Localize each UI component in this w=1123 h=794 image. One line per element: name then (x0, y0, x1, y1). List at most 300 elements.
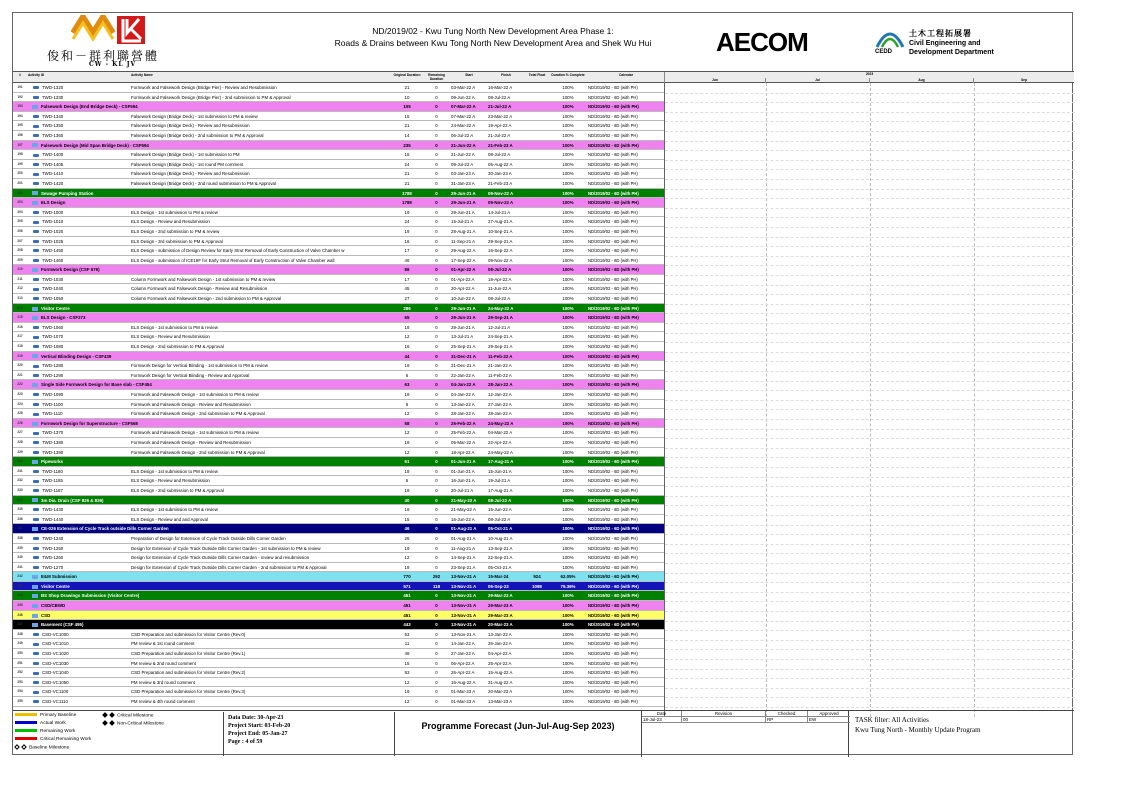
row-number: 231 (17, 468, 23, 473)
legend-remaining-bar (15, 729, 37, 732)
activity-id (28, 121, 128, 131)
activity-row[interactable] (13, 639, 664, 649)
percent-complete: 100% (562, 209, 574, 215)
remaining-duration: 0 (435, 104, 438, 110)
col-header-finish[interactable]: Finish (501, 73, 511, 77)
timescale-month-aug: Aug (869, 78, 973, 83)
finish-date: 26-Jan-22 A (488, 641, 512, 647)
activity-id-text: CSD-VC1000 (42, 631, 69, 637)
finish-date: 05-Sep-23 (488, 583, 509, 589)
activity-row[interactable] (13, 169, 664, 179)
wbs-group-row[interactable] (13, 141, 664, 151)
activity-id-text: TWD-1460 (42, 257, 64, 263)
activity-name: Falsework Design (Bridge Deck) - 2nd submission to PM & Approval (131, 132, 264, 138)
activity-icon (33, 259, 39, 262)
finish-date: 05-Oct-21 A (488, 526, 513, 532)
finish-date: 08-Jul-22 A (488, 152, 511, 158)
start-date: 21-Jun-22 A (451, 152, 475, 158)
original-duration: 6 (405, 401, 409, 407)
timeline-row-line (665, 486, 1075, 487)
cedd-name-en (909, 39, 1019, 57)
rev-header-revision: Revision (682, 711, 766, 717)
original-duration: 19 (404, 689, 410, 695)
percent-complete: 100% (562, 353, 574, 359)
wbs-group-row[interactable] (13, 102, 664, 112)
original-duration: 10 (404, 94, 410, 100)
wbs-group-row[interactable] (13, 524, 664, 534)
activity-id (28, 505, 128, 515)
row-number: 212 (17, 286, 23, 291)
start-date: 13-Nov-21 A (451, 603, 477, 609)
activity-id-text: TWD-1090 (42, 392, 64, 397)
activity-name: Formwork and Falsework Design - 1st submission to PM & review (131, 430, 259, 436)
wbs-group-row[interactable] (13, 620, 664, 630)
percent-complete: 100% (562, 382, 574, 388)
row-number: 236 (17, 516, 23, 521)
original-duration: 19 (404, 564, 410, 570)
start-date: 11-Aug-21 A (451, 545, 476, 551)
milestone-outline-icon (21, 744, 27, 750)
activity-name: Column Formwork and Falsework Design - 2nd submission to PM & Approval (131, 296, 282, 302)
calendar: ND/2019/02 - 6D (with PH) (588, 583, 639, 589)
wbs-name (28, 496, 368, 506)
wbs-name-text: CE-026 Extension of Cycle Track outside Dills Corner Garden (41, 526, 169, 532)
original-duration: 6 (405, 372, 409, 378)
timeline-row-line (665, 217, 1075, 218)
activity-icon (33, 211, 39, 214)
activity-row[interactable] (13, 131, 664, 141)
activity-name: Falsework Design (Bridge Deck) - 2nd round submission to PM & Approval (131, 180, 276, 186)
col-header-num[interactable]: # (19, 73, 21, 77)
timeline-row-line (665, 246, 1075, 247)
activity-row[interactable] (13, 150, 664, 160)
wbs-group-row[interactable] (13, 189, 664, 199)
original-duration: 86 (404, 267, 410, 273)
activity-row[interactable] (13, 323, 664, 333)
wbs-name (28, 601, 368, 611)
wbs-name-text: Sewage Pumping Station (41, 190, 94, 196)
timeline-row-line (665, 697, 1075, 698)
remaining-duration: 0 (435, 651, 438, 657)
start-date: 04-Jan-22 A (451, 382, 476, 388)
activity-row[interactable] (13, 438, 664, 448)
activity-id-text: TWD-1020 (42, 228, 64, 234)
activity-row[interactable] (13, 217, 664, 227)
wbs-group-icon (32, 527, 38, 531)
legend-critical-remaining-work: Critical Remaining Work (15, 737, 91, 742)
original-duration: 21 (404, 85, 410, 90)
activity-icon (33, 221, 39, 224)
activity-icon (33, 393, 39, 396)
activity-row[interactable] (13, 237, 664, 247)
remaining-duration: 0 (435, 487, 438, 493)
calendar: ND/2019/02 - 6D (with PH) (588, 679, 638, 685)
activity-id (28, 332, 128, 342)
row-number: 243 (17, 583, 23, 588)
timeline-row-line (665, 419, 1075, 420)
row-number: 221 (17, 372, 23, 377)
activity-row[interactable] (13, 83, 664, 93)
gantt-timeline (664, 83, 1074, 717)
start-date: 18-Apr-22 A (451, 449, 475, 455)
timeline-row-line (665, 198, 1075, 199)
row-number: 195 (17, 123, 23, 128)
remaining-duration: 0 (435, 200, 438, 206)
activity-row[interactable] (13, 687, 664, 697)
timeline-row-line (665, 659, 1075, 660)
timeline-row-line (665, 515, 1075, 516)
start-date: 23-Sep-21 A (451, 564, 476, 570)
remaining-duration: 0 (435, 545, 438, 551)
timeline-row-line (665, 333, 1075, 334)
col-header-activity-id[interactable]: Activity ID (28, 73, 45, 77)
start-date: 01-Mar-23 A (451, 699, 476, 704)
calendar: ND/2019/02 - 6D (with PH) (588, 94, 638, 100)
finish-date: 09-Nov-22 A (488, 190, 514, 196)
finish-date: 29-Sep-21 A (488, 238, 513, 244)
activity-row[interactable] (13, 160, 664, 170)
finish-date: 15-Jun-22 A (488, 507, 512, 513)
page-footer (13, 710, 1074, 756)
start-date: 28-Aug-21 A (451, 228, 476, 234)
wbs-group-row[interactable] (13, 352, 664, 362)
remaining-duration: 0 (435, 439, 438, 445)
activity-row[interactable] (13, 515, 664, 525)
wbs-group-row[interactable] (13, 611, 664, 621)
timeline-row-line (665, 611, 1075, 612)
activity-row[interactable] (13, 544, 664, 554)
activity-row[interactable] (13, 227, 664, 237)
activity-row[interactable] (13, 486, 664, 496)
row-number: 245 (17, 603, 23, 608)
activity-id-text: CSD-VC1050 (42, 679, 69, 685)
activity-id-text: TWD-1060 (42, 324, 64, 330)
start-date: 10-Jun-22 A (451, 296, 475, 302)
timeline-row-line (665, 621, 1075, 622)
cedd-abbreviation: CEDD (875, 49, 893, 55)
timeline-row-line (665, 361, 1075, 362)
activity-name: ELS Design - 1st submission to PM & review (131, 209, 218, 215)
activity-row[interactable] (13, 275, 664, 285)
activity-name: CSD Preparation and submission for Visitor Centre (Rev.3) (131, 689, 246, 695)
activity-row[interactable] (13, 400, 664, 410)
activity-name: PM review & 1st round comment (131, 641, 195, 647)
timeline-row-line (665, 505, 1075, 506)
activity-id (28, 323, 128, 333)
wbs-name (28, 524, 368, 534)
activity-row[interactable] (13, 563, 664, 573)
wbs-group-row[interactable] (13, 198, 664, 208)
row-number: 230 (17, 459, 23, 464)
timeline-row-line (665, 640, 1075, 641)
activity-icon (33, 345, 39, 348)
start-date: 21-May-22 A (451, 497, 477, 503)
activity-row[interactable] (13, 390, 664, 400)
percent-complete: 100% (562, 257, 574, 263)
activity-row[interactable] (13, 246, 664, 256)
activity-row[interactable] (13, 208, 664, 218)
row-number: 198 (17, 152, 23, 157)
calendar: ND/2019/02 - 6D (with PH) (588, 334, 638, 340)
finish-date: 12-Jul-21 A (488, 324, 511, 330)
finish-date: 16-Mar-22 A (488, 85, 513, 90)
activity-icon (33, 249, 39, 252)
activity-row[interactable] (13, 505, 664, 515)
col-header-remaining-duration[interactable]: Remaining Duration (428, 73, 445, 81)
col-header-pct-complete[interactable]: Duration % Complete (551, 73, 585, 77)
start-date: 13-Nov-21 A (451, 574, 477, 580)
timeline-row-line (665, 323, 1075, 324)
original-duration: 53 (404, 631, 410, 637)
start-date: 01-Jun-21 A (451, 459, 476, 465)
start-date: 07-Mar-22 A (451, 104, 476, 110)
timeline-row-line (665, 227, 1075, 228)
calendar: ND/2019/02 - 6D (with PH) (588, 286, 638, 292)
timeline-row-line (665, 304, 1075, 305)
col-header-total-float[interactable]: Total Float (528, 73, 546, 77)
activity-id (28, 428, 128, 438)
activity-icon (33, 470, 39, 473)
finish-date: 08-Jul-22 A (488, 296, 511, 302)
activity-row[interactable] (13, 428, 664, 438)
original-duration: 451 (403, 593, 411, 599)
activity-row[interactable] (13, 659, 664, 669)
wbs-name-text: Single Side Formwork Design for Base slab - CSF454 (41, 382, 152, 388)
row-number: 214 (17, 305, 23, 310)
wbs-name-text: BS Shop Drawings Submission (Visitor Centre) (41, 593, 140, 599)
activity-row[interactable] (13, 630, 664, 640)
calendar: ND/2019/02 - 6D (with PH) (588, 392, 638, 397)
activity-row[interactable] (13, 361, 664, 371)
percent-complete: 100% (562, 507, 574, 513)
activity-row[interactable] (13, 93, 664, 103)
activity-row[interactable] (13, 371, 664, 381)
activity-row[interactable] (13, 668, 664, 678)
row-number: 238 (17, 535, 23, 540)
timescale-month-sep: Sep (973, 78, 1074, 83)
activity-row[interactable] (13, 256, 664, 266)
activity-icon (33, 700, 39, 703)
wbs-group-row[interactable] (13, 419, 664, 429)
finish-date: 15-Mar-24 (488, 574, 509, 580)
finish-date: 19-Apr-22 A (488, 123, 512, 129)
calendar: ND/2019/02 - 6D (with PH) (588, 200, 639, 206)
calendar: ND/2019/02 - 6D (with PH) (588, 132, 638, 138)
activity-row[interactable] (13, 179, 664, 189)
activity-row[interactable] (13, 409, 664, 419)
calendar: ND/2019/02 - 6D (with PH) (588, 449, 638, 455)
row-number: 233 (17, 487, 23, 492)
finish-date: 09-Nov-22 A (488, 257, 513, 263)
calendar: ND/2019/02 - 6D (with PH) (588, 228, 638, 234)
remaining-duration: 0 (435, 449, 438, 455)
activity-icon (33, 489, 39, 492)
percent-complete: 100% (562, 612, 574, 618)
percent-complete: 100% (562, 152, 574, 158)
activity-icon (33, 163, 39, 166)
finish-date: 10-Aug-21 A (488, 535, 513, 541)
timescale-month-jul: Jul (765, 78, 869, 83)
start-date: 13-Jan-22 A (451, 401, 475, 407)
wbs-group-row[interactable] (13, 457, 664, 467)
row-number: 206 (17, 228, 23, 233)
activity-id (28, 294, 128, 304)
timeline-row-line (665, 150, 1075, 151)
remaining-duration: 0 (435, 641, 438, 647)
activity-row[interactable] (13, 284, 664, 294)
activity-id-text: TWD-1240 (42, 535, 64, 541)
finish-date: 27-Aug-21 A (488, 219, 513, 225)
start-date: 13-Nov-21 A (451, 612, 477, 618)
activity-row[interactable] (13, 467, 664, 477)
activity-icon (33, 691, 39, 694)
activity-id-text: TWD-1040 (42, 286, 64, 292)
wbs-group-row[interactable] (13, 591, 664, 601)
original-duration: 443 (403, 622, 411, 628)
row-number: 232 (17, 478, 23, 483)
col-header-original-duration[interactable]: Original Duration (393, 73, 421, 77)
start-date: 29-Jun-21 A (451, 209, 475, 215)
percent-complete: 100% (562, 315, 574, 321)
row-number: 246 (17, 612, 23, 617)
activity-icon (33, 537, 39, 540)
percent-complete: 100% (562, 334, 574, 340)
activity-name: Design for Extension of Cycle Track Outside Dills Corner Garden - review and resubmission (131, 555, 310, 561)
page-number: Page : 4 of 59 (228, 739, 263, 745)
original-duration: 235 (403, 142, 411, 148)
activity-row[interactable] (13, 342, 664, 352)
activity-id-text: CSD-VC1100 (42, 689, 69, 695)
timeline-row-line (665, 467, 1075, 468)
original-duration: 12 (404, 679, 410, 685)
percent-complete: 100% (562, 651, 574, 657)
finish-date: 21-Jul-22 A (488, 132, 511, 138)
start-date: 03-Jan-23 A (451, 171, 475, 177)
start-date: 24-Mar-22 A (451, 123, 476, 129)
percent-complete: 79.36% (560, 583, 576, 589)
timeline-row-line (665, 381, 1075, 382)
row-number: 220 (17, 363, 23, 368)
wbs-group-row[interactable] (13, 601, 664, 611)
cedd-name-en-line2: Development Department (909, 49, 994, 56)
percent-complete: 100% (562, 286, 574, 292)
percent-complete: 100% (562, 161, 574, 167)
remaining-duration: 0 (435, 180, 438, 186)
activity-name: Design for Extension of Cycle Track Outside Dills Corner Garden - 2nd submission to PM & Approval (131, 564, 327, 570)
timeline-row-line (665, 457, 1075, 458)
wbs-group-row[interactable] (13, 496, 664, 506)
original-duration: 93 (404, 670, 410, 676)
percent-complete: 100% (562, 449, 574, 455)
start-date: 21-May-22 A (451, 507, 476, 513)
original-duration: 12 (404, 430, 410, 436)
calendar: ND/2019/02 - 6D (with PH) (588, 209, 638, 215)
percent-complete: 100% (562, 344, 574, 350)
remaining-duration: 0 (435, 660, 438, 666)
calendar: ND/2019/02 - 6D (with PH) (588, 439, 638, 445)
timeline-row-line (665, 189, 1075, 190)
rev-date: 18-Jul-23 (642, 717, 682, 723)
timeline-row-line (665, 294, 1075, 295)
percent-complete: 100% (562, 468, 574, 474)
col-header-calendar[interactable]: Calendar (618, 73, 634, 77)
start-date: 16-Aug-22 A (451, 679, 476, 685)
remaining-duration: 0 (435, 603, 438, 609)
activity-name: Formwork Design for Vertical Blinding - 1st submission to PM & review (131, 363, 268, 369)
wbs-group-row[interactable] (13, 265, 664, 275)
activity-icon (33, 681, 39, 684)
activity-name: ELS Design - Review and Resubmission (131, 478, 210, 484)
calendar: ND/2019/02 - 6D (with PH) (588, 641, 638, 647)
row-number: 211 (17, 276, 23, 281)
finish-date: 27-Jan-22 A (488, 401, 512, 407)
activity-row[interactable] (13, 112, 664, 122)
activity-row[interactable] (13, 553, 664, 563)
activity-row[interactable] (13, 678, 664, 688)
activity-row[interactable] (13, 448, 664, 458)
percent-complete: 100% (562, 104, 574, 110)
activity-row[interactable] (13, 121, 664, 131)
activity-row[interactable] (13, 294, 664, 304)
finish-date: 28-Jan-22 A (488, 382, 513, 388)
original-duration: 19 (404, 468, 410, 474)
activity-row[interactable] (13, 697, 664, 707)
activity-name: ELS Design - 3rd submission to PM & Approval (131, 238, 223, 244)
activity-row[interactable] (13, 534, 664, 544)
activity-id-text: TWD-1100 (42, 401, 63, 407)
wbs-group-icon (32, 604, 38, 608)
timeline-row-line (665, 390, 1075, 391)
row-number: 213 (17, 296, 23, 301)
remaining-duration: 0 (435, 382, 438, 388)
percent-complete: 100% (562, 180, 574, 186)
row-number: 218 (17, 344, 23, 349)
percent-complete: 100% (562, 679, 574, 685)
col-header-activity-name[interactable]: Activity Name (131, 73, 153, 77)
activity-row[interactable] (13, 332, 664, 342)
timeline-row-line (665, 496, 1075, 497)
activity-row[interactable] (13, 476, 664, 486)
timeline-row-line (665, 477, 1075, 478)
schedule-sheet (12, 12, 1073, 755)
original-duration: 46 (404, 526, 410, 532)
start-date: 01-Apr-22 A (451, 276, 475, 282)
calendar: ND/2019/02 - 6D (with PH) (588, 593, 639, 599)
finish-date: 16-Sep-22 A (488, 248, 513, 254)
original-duration: 15 (404, 113, 410, 119)
original-duration: 15 (404, 152, 410, 158)
finish-date: 13-Sep-21 A (488, 545, 513, 551)
wbs-group-row[interactable] (13, 304, 664, 314)
finish-date: 25-Apr-22 A (488, 660, 512, 666)
calendar: ND/2019/02 - 6D (with PH) (588, 344, 638, 350)
row-number: 226 (17, 420, 23, 425)
wbs-group-row[interactable] (13, 380, 664, 390)
calendar: ND/2019/02 - 6D (with PH) (588, 180, 638, 186)
timescale-month-jun: Jun (664, 78, 765, 83)
wbs-group-row[interactable] (13, 572, 664, 582)
row-number: 244 (17, 593, 23, 598)
activity-row[interactable] (13, 649, 664, 659)
rev-header-date: Date (642, 711, 682, 717)
percent-complete: 62.05% (560, 574, 576, 580)
wbs-group-row[interactable] (13, 313, 664, 323)
calendar: ND/2019/02 - 6D (with PH) (588, 267, 639, 273)
wbs-group-row[interactable] (13, 582, 664, 592)
activity-id-text: TWD-1360 (42, 132, 64, 138)
col-header-start[interactable]: Start (465, 73, 473, 77)
finish-date: 29-Sep-21 A (488, 344, 513, 350)
